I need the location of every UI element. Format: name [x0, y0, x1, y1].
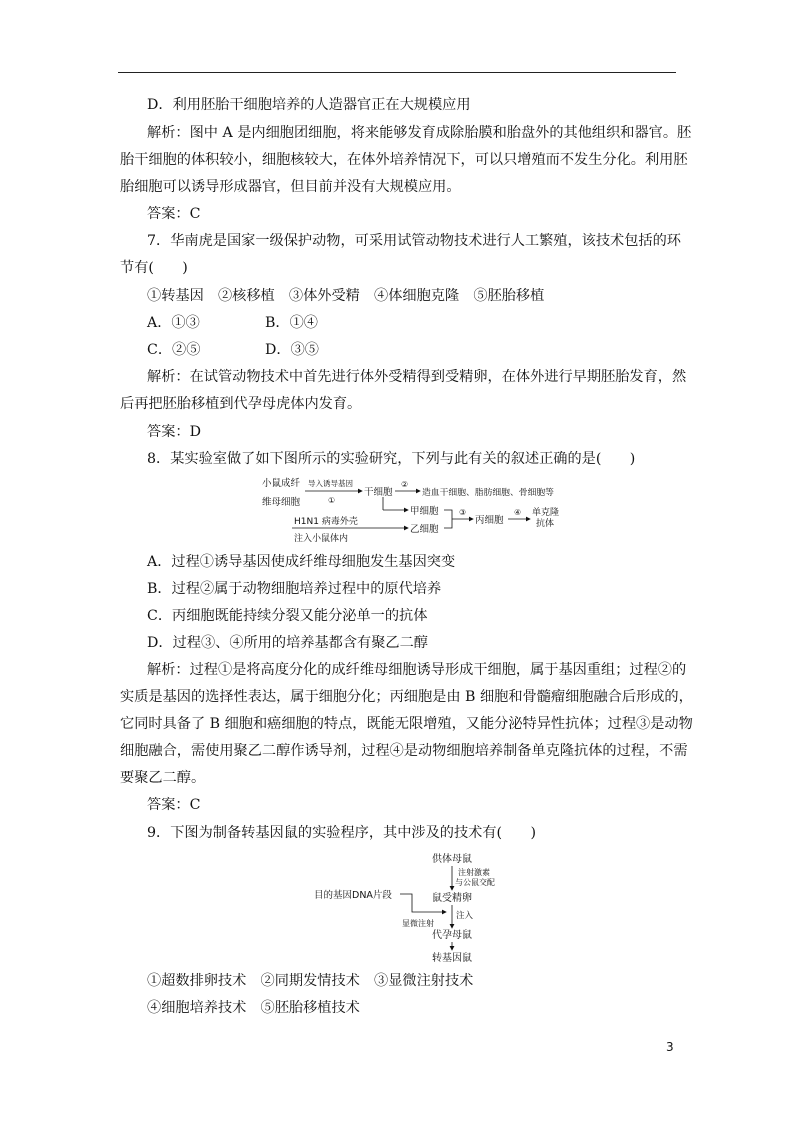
fig1-result: 造血干细胞、脂肪细胞、骨细胞等: [422, 488, 554, 498]
fig1-cell-yi: 乙细胞: [410, 524, 439, 535]
answer-q7: 答案：D: [147, 424, 201, 440]
answer-q8: 答案：C: [147, 797, 201, 813]
fig1-stem-cell: 干细胞: [364, 487, 393, 498]
fig1-cell-jia: 甲细胞: [410, 506, 439, 517]
fig1-source-line2: 维母细胞: [262, 497, 301, 508]
analysis-q6-line3: 胎细胞可以诱导形成器官，但目前并没有大规模应用。: [120, 179, 461, 195]
q8-option-a: A．过程①诱导基因使成纤维母细胞发生基因突变: [147, 554, 456, 570]
question-8: 8．某实验室做了如下图所示的实验研究，下列与此有关的叙述正确的是( ): [147, 451, 636, 467]
q8-option-b: B．过程②属于动物细胞培养过程中的原代培养: [147, 581, 442, 597]
fig1-step-1: ①: [328, 496, 336, 505]
fig2-transgenic: 转基因鼠: [432, 953, 472, 964]
analysis-q6-line2: 胎干细胞的体积较小，细胞核较大，在体外培养情况下，可以只增殖而不发生分化。利用胚: [120, 152, 688, 168]
analysis-q7-line1: 解析：在试管动物技术中首先进行体外受精得到受精卵，在体外进行早期胚胎发育，然: [147, 369, 687, 385]
fig1-brace: [444, 510, 456, 528]
question-7-line1: 7．华南虎是国家一级保护动物，可采用试管动物技术进行人工繁殖，该技术包括的环: [147, 233, 681, 249]
fig1-virus-line1: H1N1 病毒外壳: [294, 517, 358, 527]
fig2-hormone-line1: 注射激素: [458, 868, 490, 877]
figure-transgenic-mouse: [312, 850, 522, 964]
q7-option-d: D．③⑤: [265, 342, 319, 358]
fig1-step-3: ③: [459, 508, 467, 517]
fig2-surrogate: 代孕母鼠: [432, 930, 472, 941]
fig2-dna: 目的基因DNA片段: [314, 890, 392, 901]
question-9: 9．下图为制备转基因鼠的实验程序，其中涉及的技术有( ): [147, 825, 536, 841]
q8-option-c: C．丙细胞既能持续分裂又能分泌单一的抗体: [147, 608, 428, 624]
analysis-q8-line1: 解析：过程①是将高度分化的成纤维母细胞诱导形成干细胞，属于基因重组；过程②的: [147, 662, 687, 678]
fig2-inject-label: 注入: [456, 911, 474, 921]
fig1-mab-line1: 单克隆: [532, 508, 560, 518]
analysis-q6-line1: 解析：图中 A 是内细胞团细胞，将来能够发育成除胎膜和胎盘外的其他组织和器官。胚: [147, 125, 692, 141]
analysis-q8-line5: 要聚乙二醇。: [120, 770, 206, 786]
fig1-source-line1: 小鼠成纤: [262, 478, 301, 489]
q9-items-line2: ④细胞培养技术 ⑤胚胎移植技术: [147, 1000, 360, 1016]
fig1-mab-line2: 抗体: [536, 519, 555, 529]
page-number: 3: [666, 1040, 674, 1054]
answer-q6: 答案：C: [147, 206, 201, 222]
figure-hybridoma-flow: [258, 474, 578, 546]
q9-items-line1: ①超数排卵技术 ②同期发情技术 ③显微注射技术: [147, 973, 474, 989]
fig2-zygote: 鼠受精卵: [432, 893, 472, 904]
q7-option-a: A．①③: [147, 315, 200, 331]
q7-option-b: B．①④: [265, 315, 318, 331]
q8-option-d: D．过程③、④所用的培养基都含有聚乙二醇: [147, 635, 428, 651]
analysis-q8-line2: 实质是基因的选择性表达，属于细胞分化；丙细胞是由 B 细胞和骨髓瘤细胞融合后形成的，: [120, 689, 693, 705]
analysis-q8-line3: 它同时具备了 B 细胞和癌细胞的特点，既能无限增殖，又能分泌特异性抗体；过程③是动物: [120, 716, 693, 732]
q7-items: ①转基因 ②核移植 ③体外受精 ④体细胞克隆 ⑤胚胎移植: [147, 288, 545, 304]
fig1-induce-label: 导入诱导基因: [308, 479, 353, 488]
fig2-micro-label: 显微注射: [402, 919, 434, 928]
option-d-q6: D．利用胚胎干细胞培养的人造器官正在大规模应用: [147, 97, 471, 113]
fig1-virus-line2: 注入小鼠体内: [294, 534, 349, 544]
fig2-donor: 供体母鼠: [432, 854, 472, 865]
q7-option-c: C．②⑤: [147, 342, 201, 358]
analysis-q7-line2: 后再把胚胎移植到代孕母虎体内发育。: [120, 396, 362, 412]
fig1-cell-bing: 丙细胞: [475, 515, 504, 526]
analysis-q8-line4: 细胞融合，需使用聚乙二醇作诱导剂，过程④是动物细胞培养制备单克隆抗体的过程，不需: [120, 743, 688, 759]
fig1-step-4: ④: [514, 508, 522, 517]
question-7-line2: 节有( ): [120, 260, 188, 276]
fig2-hormone-line2: 与公鼠交配: [455, 878, 495, 887]
fig1-step-2: ②: [401, 480, 409, 489]
header-rule: [118, 72, 676, 73]
